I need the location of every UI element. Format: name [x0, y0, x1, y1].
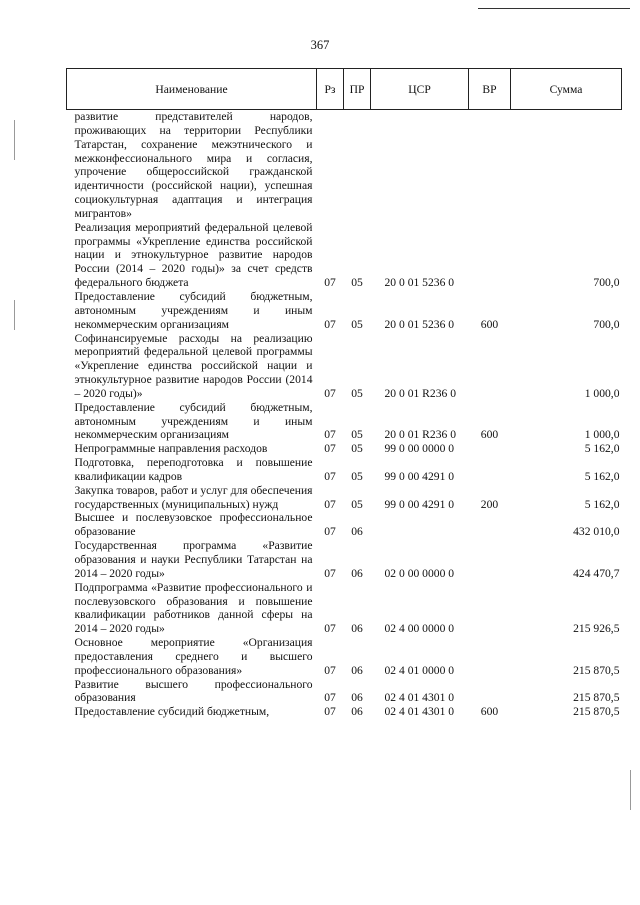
cell-pr: 05	[351, 469, 363, 483]
cell-csr: 20 0 01 5236 0	[384, 276, 455, 290]
table-row	[67, 484, 622, 512]
cell-pr: 06	[351, 663, 363, 677]
cell-name: Софинансируемые расходы на реализацию мероприятий федеральной целевой программы «Укрепление единства российской нации и этнокультурное развитие народов России (2014 – 2020 годы)»	[74, 331, 313, 400]
cell-vr: 200	[480, 497, 499, 511]
budget-table	[66, 68, 622, 719]
cell-sum: 5 162,0	[584, 469, 620, 483]
scan-edge-mark	[630, 770, 631, 810]
table-row	[67, 221, 622, 290]
cell-rz: 07	[324, 497, 336, 511]
cell-name: Подпрограмма «Развитие профессионального и послевузовского образования и повышение квалификации работников данной сферы на 2014 – 2020 годы»	[74, 580, 313, 636]
cell-pr: 05	[351, 442, 363, 456]
cell-name: Непрограммные направления расходов	[74, 442, 268, 456]
cell-name: Высшее и послевузовское профессиональное образование	[74, 511, 313, 539]
cell-rz: 07	[324, 691, 336, 705]
cell-name: Развитие высшего профессионального образования	[74, 677, 313, 705]
scan-edge-mark	[14, 120, 15, 160]
table-row	[67, 456, 622, 484]
cell-csr: 02 4 00 0000 0	[384, 622, 455, 636]
cell-pr: 05	[351, 276, 363, 290]
cell-csr: 20 0 01 5236 0	[384, 317, 455, 331]
cell-rz: 07	[324, 469, 336, 483]
cell-sum: 424 470,7	[573, 566, 620, 580]
cell-csr: 99 0 00 4291 0	[384, 469, 455, 483]
cell-name: Предоставление субсидий бюджетным, автономным учреждениям и иным некоммерческим организациям	[74, 400, 313, 442]
cell-pr: 05	[351, 317, 363, 331]
cell-vr	[469, 110, 511, 221]
cell-pr: 06	[351, 566, 363, 580]
cell-rz: 07	[324, 566, 336, 580]
header-pr: ПР	[344, 69, 371, 110]
cell-csr: 02 0 00 0000 0	[384, 566, 455, 580]
cell-pr: 05	[351, 497, 363, 511]
header-csr: ЦСР	[371, 69, 469, 110]
table-row	[67, 581, 622, 636]
cell-vr	[469, 636, 511, 678]
table-row	[67, 511, 622, 539]
cell-csr: 02 4 01 4301 0	[384, 691, 455, 705]
header-vr: ВР	[469, 69, 511, 110]
cell-sum	[511, 110, 622, 221]
cell-rz: 07	[324, 525, 336, 539]
cell-name: Государственная программа «Развитие образования и науки Республики Татарстан на 2014 – 2020 годы»	[74, 539, 313, 580]
cell-name: Предоставление субсидий бюджетным,	[74, 705, 270, 719]
cell-sum: 215 926,5	[573, 622, 620, 636]
cell-pr: 06	[351, 705, 363, 719]
cell-rz: 07	[324, 622, 336, 636]
cell-vr: 600	[480, 428, 499, 442]
cell-name: Основное мероприятие «Организация предоставления среднего и высшего профессионального образования»	[74, 636, 313, 677]
cell-rz: 07	[324, 317, 336, 331]
scan-edge-mark	[14, 300, 15, 330]
cell-rz: 07	[324, 276, 336, 290]
header-rz: Рз	[317, 69, 344, 110]
cell-sum: 1 000,0	[584, 386, 620, 400]
table-row	[67, 401, 622, 443]
cell-rz	[317, 110, 344, 221]
cell-sum: 5 162,0	[584, 497, 620, 511]
cell-vr	[469, 511, 511, 539]
cell-csr: 99 0 00 0000 0	[384, 442, 455, 456]
cell-sum: 215 870,5	[573, 705, 620, 719]
cell-csr: 02 4 01 4301 0	[384, 705, 455, 719]
cell-name: Закупка товаров, работ и услуг для обеспечения государственных (муниципальных) нужд	[74, 483, 313, 511]
cell-csr: 20 0 01 R236 0	[384, 428, 456, 442]
cell-vr	[469, 539, 511, 581]
page-number: 367	[310, 38, 330, 52]
cell-sum: 215 870,5	[573, 691, 620, 705]
cell-vr: 600	[480, 705, 499, 719]
cell-csr: 02 4 01 0000 0	[384, 663, 455, 677]
cell-vr	[469, 678, 511, 706]
cell-vr: 600	[480, 317, 499, 331]
cell-pr: 05	[351, 428, 363, 442]
top-rule	[478, 8, 630, 9]
cell-rz: 07	[324, 428, 336, 442]
cell-name: развитие представителей народов, проживающих на территории Республики Татарстан, сохранение межэтнического и межконфессионального мира и согласия, упрочение общероссийской гражданской идентичности (российской нации), успешная социокультурная адаптация и интеграция мигрантов»	[74, 110, 313, 220]
cell-csr: 20 0 01 R236 0	[384, 386, 456, 400]
table-header-row	[67, 69, 622, 110]
table-row	[67, 705, 622, 719]
cell-rz: 07	[324, 705, 336, 719]
cell-sum: 432 010,0	[573, 525, 620, 539]
table-row	[67, 290, 622, 332]
cell-name: Предоставление субсидий бюджетным, автономным учреждениям и иным некоммерческим организациям	[74, 289, 313, 331]
cell-pr	[344, 110, 371, 221]
cell-name: Подготовка, переподготовка и повышение квалификации кадров	[74, 456, 313, 483]
cell-vr	[469, 442, 511, 456]
table-row	[67, 110, 622, 221]
cell-sum: 5 162,0	[584, 442, 620, 456]
cell-pr: 06	[351, 691, 363, 705]
cell-sum: 700,0	[593, 317, 620, 331]
cell-rz: 07	[324, 386, 336, 400]
cell-vr	[469, 221, 511, 290]
cell-pr: 05	[351, 386, 363, 400]
cell-pr: 06	[351, 622, 363, 636]
cell-sum: 215 870,5	[573, 663, 620, 677]
table-row	[67, 636, 622, 678]
header-name: Наименование	[67, 69, 317, 110]
cell-name: Реализация мероприятий федеральной целевой программы «Укрепление единства российской нации и этнокультурное развитие народов России (2014 – 2020 годы)» за счет средств федерального бюджета	[74, 220, 313, 290]
table-row	[67, 442, 622, 456]
header-sum: Сумма	[511, 69, 622, 110]
cell-vr	[469, 332, 511, 401]
cell-csr	[371, 511, 469, 539]
cell-pr: 06	[351, 525, 363, 539]
cell-vr	[469, 456, 511, 484]
cell-rz: 07	[324, 442, 336, 456]
cell-csr	[371, 110, 469, 221]
cell-sum: 700,0	[593, 276, 620, 290]
cell-csr: 99 0 00 4291 0	[384, 497, 455, 511]
table-row	[67, 332, 622, 401]
cell-vr	[469, 581, 511, 636]
cell-sum: 1 000,0	[584, 428, 620, 442]
table-row	[67, 678, 622, 706]
cell-rz: 07	[324, 663, 336, 677]
table-row	[67, 539, 622, 581]
